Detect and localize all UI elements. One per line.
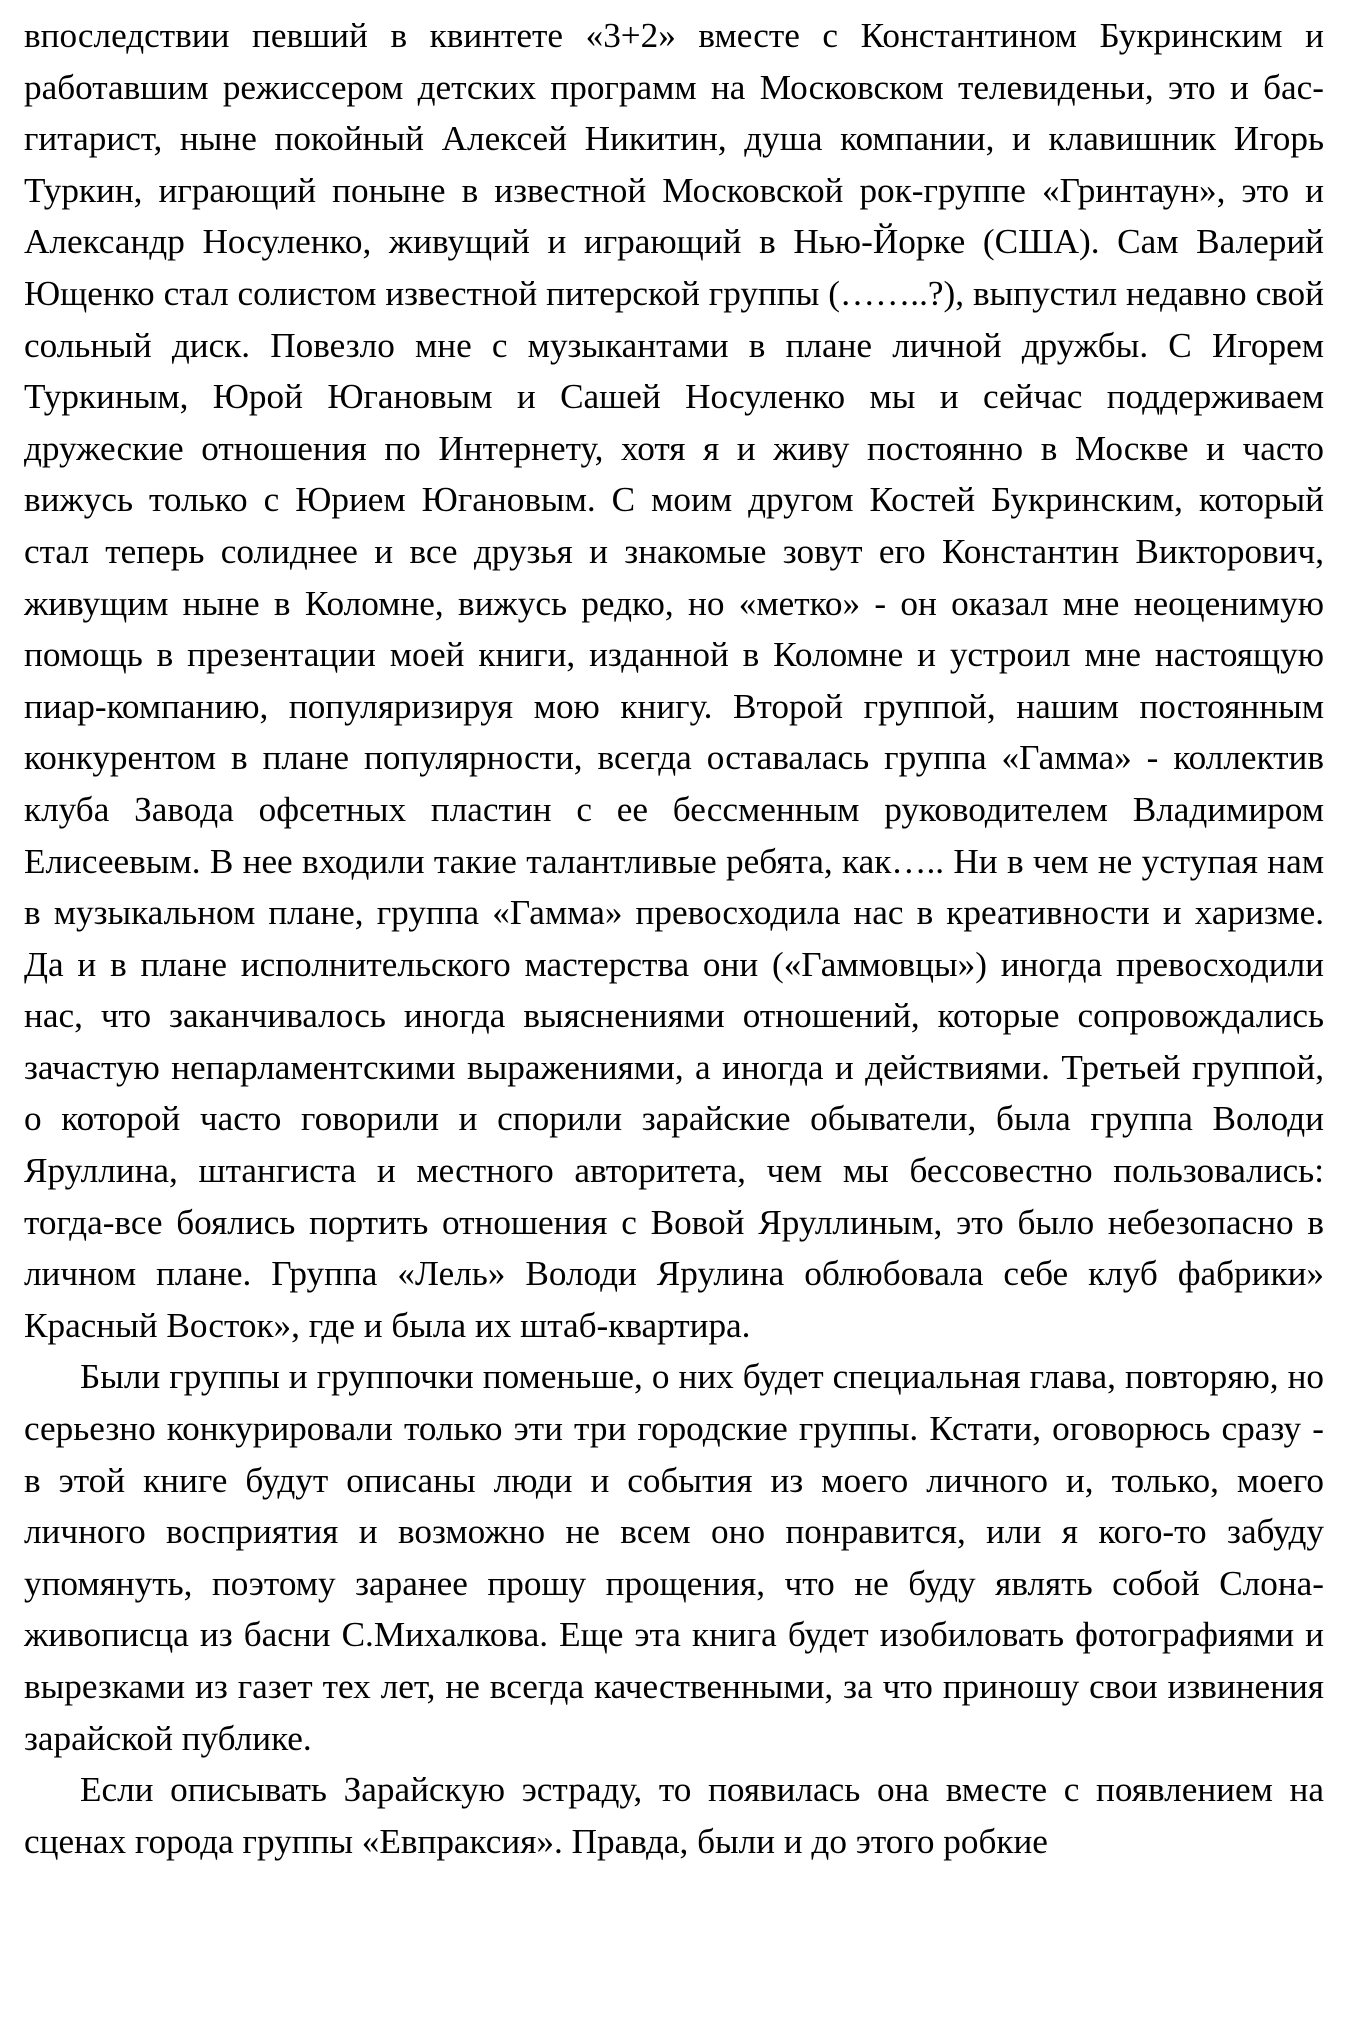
document-page xyxy=(24,10,1324,1867)
paragraph-3: Если описывать Зарайскую эстраду, то появилась она вместе с появлением на сценах города группы «Евпраксия». Правда, были и до этого робкие xyxy=(24,1770,1324,1861)
paragraph-1: впоследствии певший в квинтете «3+2» вместе с Константином Букринским и работавшим режиссером детских программ на Московском телевиденьи, это и бас-гитарист, ныне покойный Алексей Никитин, душа компании, и клавишник Игорь Туркин, играющий поныне в известной Московской рок-группе «Гринтаун», это и Александр Носуленко, живущий и играющий в Нью-Йорке (США). Сам Валерий Ющенко стал солистом известной питерской группы (……..?), выпустил недавно свой сольный диск. Повезло мне с музыкантами в плане личной дружбы. С Игорем Туркиным, Юрой Югановым и Сашей Носуленко мы и сейчас поддерживаем дружеские отношения по Интернету, хотя я и живу постоянно в Москве и часто вижусь только с Юрием Югановым. С моим другом Костей Букринским, который стал теперь солиднее и все друзья и знакомые зовут его Константин Викторович, живущим ныне в Коломне, вижусь редко, но «метко» - он оказал мне неоценимую помощь в презентации моей книги, изданной в Коломне и устроил мне настоящую пиар-компанию, популяризируя мою книгу. Второй группой, нашим постоянным конкурентом в плане популярности, всегда оставалась группа «Гамма» - коллектив клуба Завода офсетных пластин с ее бессменным руководителем Владимиром Елисеевым. В нее входили такие талантливые ребята, как….. Ни в чем не уступая нам в музыкальном плане, группа «Гамма» превосходила нас в креативности и харизме. Да и в плане исполнительского мастерства они («Гаммовцы») иногда превосходили нас, что заканчивалось иногда выяснениями отношений, которые сопровождались зачастую непарламентскими выражениями, а иногда и действиями. Третьей группой, о которой часто говорили и спорили зарайские обыватели, была группа Володи Яруллина, штангиста и местного авторитета, чем мы бессовестно пользовались: тогда-все боялись портить отношения с Вовой Яруллиным, это было небезопасно в личном плане. Группа «Лель» Володи Ярулина облюбовала себе клуб фабрики» Красный Восток», где и была их штаб-квартира. xyxy=(24,16,1324,1345)
paragraph-2: Были группы и группочки поменьше, о них будет специальная глава, повторяю, но серьезно конкурировали только эти три городские группы. Кстати, оговорюсь сразу - в этой книге будут описаны люди и события из моего личного и, только, моего личного восприятия и возможно не всем оно понравится, или я кого-то забуду упомянуть, поэтому заранее прошу прощения, что не буду являть собой Слона-живописца из басни С.Михалкова. Еще эта книга будет изобиловать фотографиями и вырезками из газет тех лет, не всегда качественными, за что приношу свои извинения зарайской публике. xyxy=(24,1357,1324,1758)
